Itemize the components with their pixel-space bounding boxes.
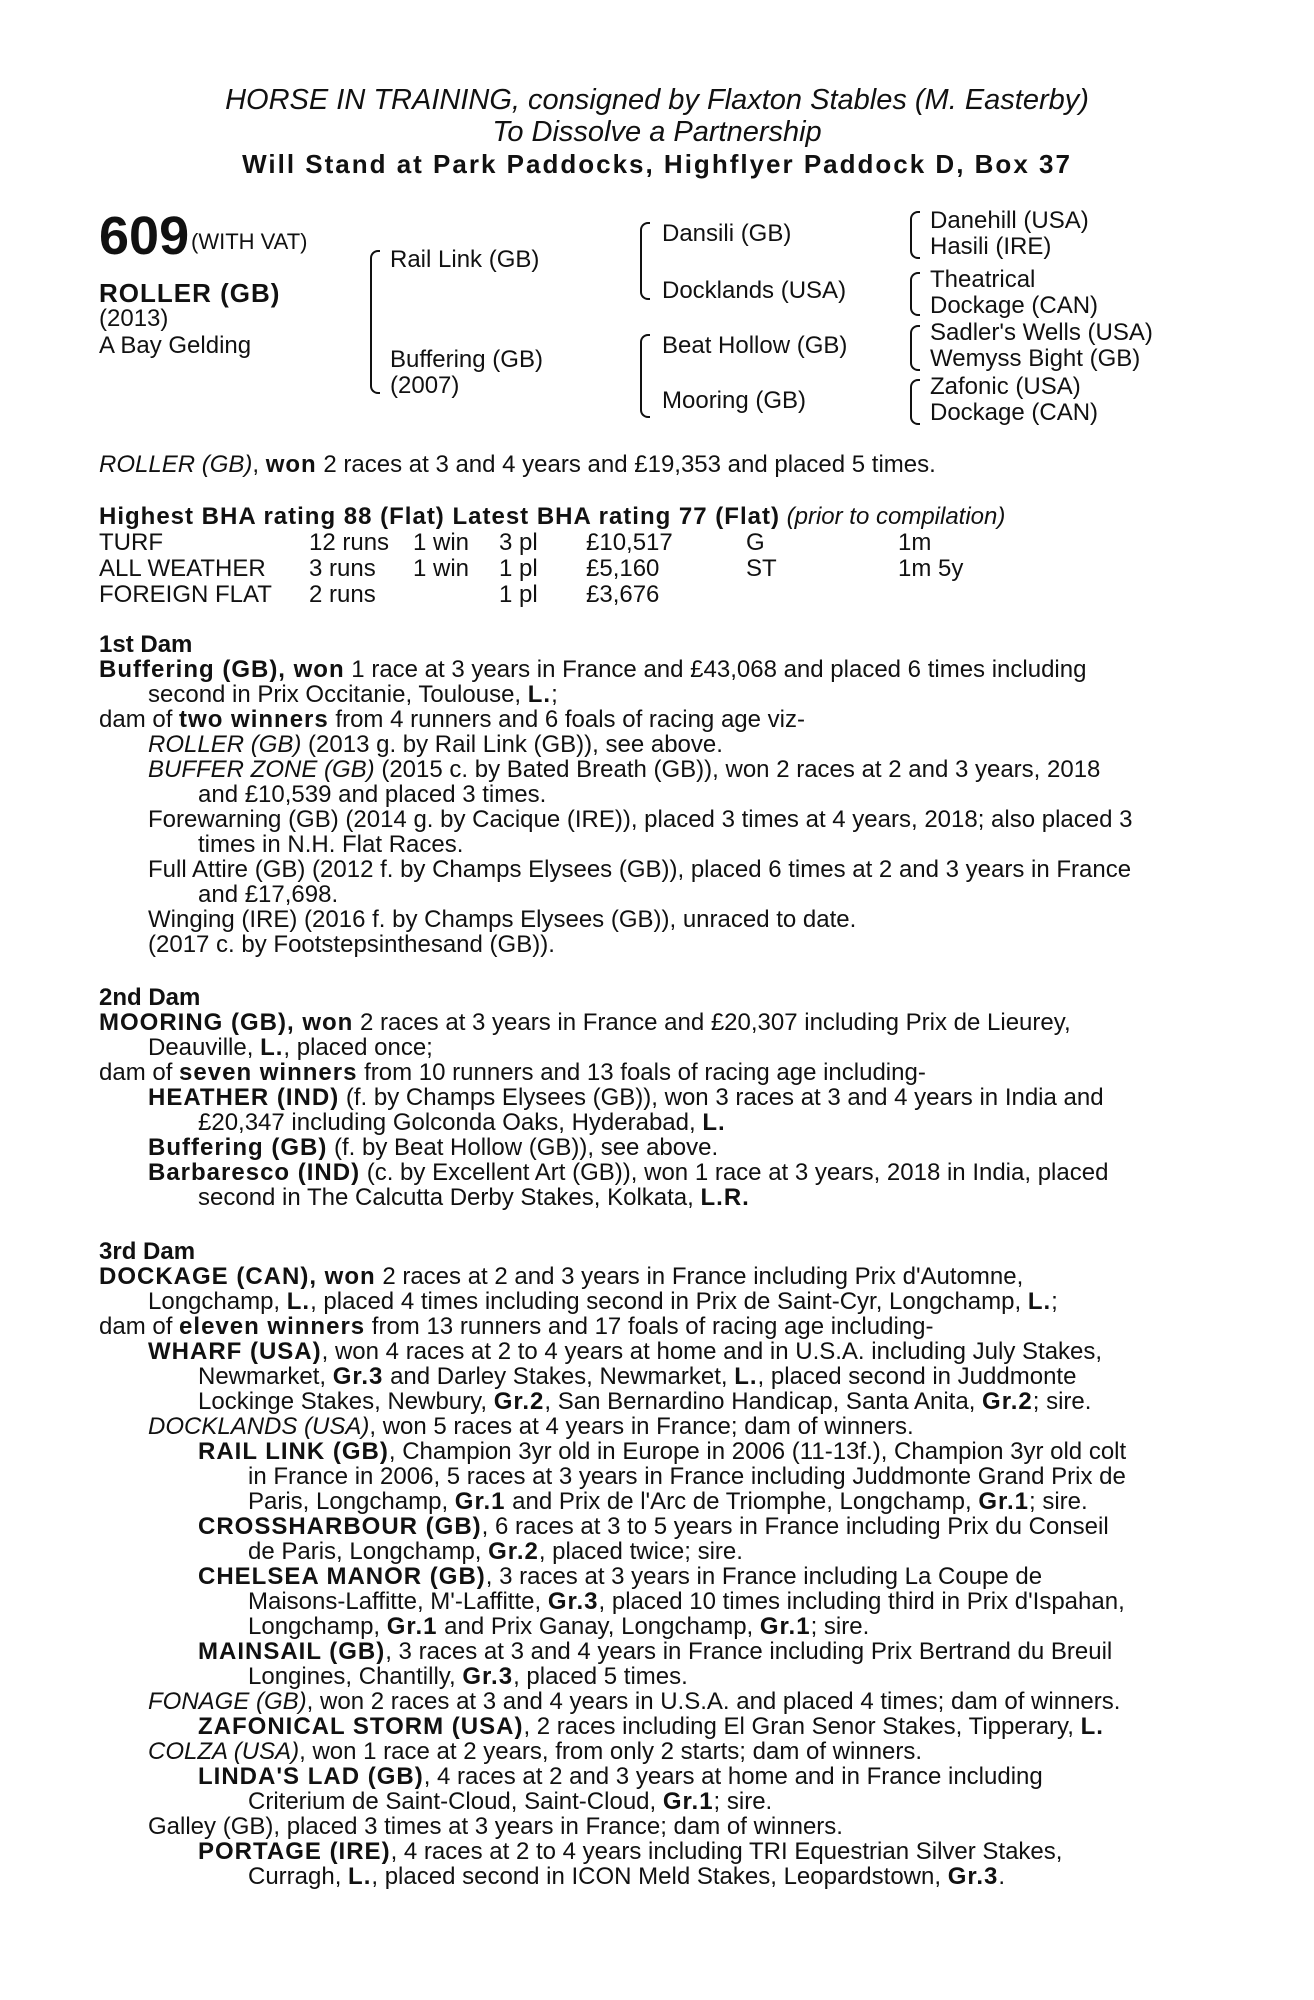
second-dam-heading: 2nd Dam <box>99 984 201 1011</box>
second-dam-text: , placed once; <box>283 1034 433 1061</box>
progeny-name: BUFFER ZONE (GB) <box>148 756 375 783</box>
race-grade: Gr.1 <box>662 1788 714 1815</box>
row-surface: FOREIGN FLAT <box>99 581 272 608</box>
progeny-text: second in The Calcutta Derby Stakes, Kolkata, <box>198 1184 701 1211</box>
summary-text: 2 races at 3 and 4 years and £19,353 and placed 5 times. <box>316 451 936 478</box>
progeny-name: ROLLER (GB) <box>148 731 302 758</box>
first-dam-text: second in Prix Occitanie, Toulouse, <box>148 681 528 708</box>
grand-progeny-entry <box>248 1539 743 1565</box>
progeny-name: RAIL LINK (GB) <box>198 1438 389 1465</box>
second-dam-name: MOORING (GB), won <box>99 1009 354 1036</box>
progeny-name: PORTAGE (IRE) <box>198 1838 391 1865</box>
race-grade: Gr.3 <box>547 1588 599 1615</box>
progeny-entry <box>148 1135 718 1161</box>
row-surface: TURF <box>99 529 163 556</box>
progeny-text: (2013 g. by Rail Link (GB)), see above. <box>301 731 723 758</box>
third-dam-text: dam of <box>99 1313 180 1340</box>
progeny-text: , San Bernardino Handicap, Santa Anita, <box>544 1388 983 1415</box>
first-dam-line <box>99 657 1086 683</box>
progeny-text: , 4 races at 2 and 3 years at home and in France including <box>423 1763 1043 1790</box>
progeny-name: WHARF (USA) <box>148 1338 322 1365</box>
winners-count: seven winners <box>179 1059 358 1086</box>
third-dam-text: 2 races at 2 and 3 years in France including Prix d'Automne, <box>375 1263 1024 1290</box>
pedigree-granddam-4: Dockage (CAN) <box>930 399 1099 426</box>
second-dam-text: 2 races at 3 years in France and £20,307 including Prix de Lieurey, <box>353 1009 1071 1036</box>
header-reason: To Dissolve a Partnership <box>492 116 822 148</box>
ratings-note: (prior to compilation) <box>786 503 1006 530</box>
first-dam-line <box>148 682 558 708</box>
first-dam-text: from 4 runners and 6 foals of racing age viz- <box>328 706 805 733</box>
grand-progeny-entry <box>248 1664 688 1690</box>
summary-won: won <box>265 451 317 478</box>
third-dam-line <box>148 1289 1058 1315</box>
progeny-entry <box>198 1364 1076 1390</box>
first-dam-text: 1 race at 3 years in France and £43,068 and placed 6 times including <box>344 656 1087 683</box>
pedigree-dam-sire: Beat Hollow (GB) <box>662 332 848 359</box>
progeny-entry <box>148 1689 1120 1715</box>
progeny-text: ; sire. <box>1032 1388 1092 1415</box>
progeny-text: Maisons-Laffitte, M'-Laffitte, <box>248 1588 548 1615</box>
pedigree-brace <box>640 334 650 418</box>
progeny-text: , 4 races at 2 to 4 years including TRI Equestrian Silver Stakes, <box>390 1838 1063 1865</box>
progeny-text: Longines, Chantilly, <box>248 1663 463 1690</box>
ratings-title: Highest BHA rating 88 (Flat) Latest BHA rating 77 (Flat) <box>99 503 780 530</box>
pedigree-grandsire-4: Zafonic (USA) <box>930 373 1081 400</box>
progeny-entry <box>148 1160 1108 1186</box>
row-distance: 1m <box>898 529 932 556</box>
progeny-name: ZAFONICAL STORM (USA) <box>198 1713 524 1740</box>
progeny-text: , placed 10 times including third in Prix d'Ispahan, <box>598 1588 1125 1615</box>
first-dam-text: dam of <box>99 706 180 733</box>
race-grade: L. <box>260 1034 284 1061</box>
progeny-text: Longchamp, <box>248 1613 387 1640</box>
horse-year: (2013) <box>99 305 169 332</box>
progeny-text: , 2 races including El Gran Senor Stakes, Tipperary, <box>523 1713 1081 1740</box>
race-grade: Gr.1 <box>978 1488 1030 1515</box>
pedigree-grandsire-3: Sadler's Wells (USA) <box>930 319 1153 346</box>
race-grade: L. <box>348 1863 372 1890</box>
header-consignor: HORSE IN TRAINING, consigned by Flaxton Stables (M. Easterby) <box>225 84 1089 116</box>
pedigree-sire-sire: Dansili (GB) <box>662 220 792 247</box>
progeny-text: , Champion 3yr old in Europe in 2006 (11-13f.), Champion 3yr old colt <box>388 1438 1127 1465</box>
progeny-text: (f. by Beat Hollow (GB)), see above. <box>327 1134 719 1161</box>
progeny-name: Buffering (GB) <box>148 1134 328 1161</box>
third-dam-line <box>99 1314 933 1340</box>
progeny-entry: times in N.H. Flat Races. <box>198 831 464 858</box>
row-surface: ALL WEATHER <box>99 555 266 582</box>
third-dam-text: Longchamp, <box>148 1288 287 1315</box>
progeny-name: Barbaresco (IND) <box>148 1159 361 1186</box>
progeny-text: (c. by Excellent Art (GB)), won 1 race at 3 years, 2018 in India, placed <box>360 1159 1109 1186</box>
grand-progeny-entry <box>198 1439 1126 1465</box>
grand-progeny-entry <box>198 1839 1062 1865</box>
horse-name: ROLLER (GB) <box>99 278 281 308</box>
progeny-text: , 6 races at 3 to 5 years in France including Prix du Conseil <box>481 1513 1109 1540</box>
third-dam-heading: 3rd Dam <box>99 1238 196 1265</box>
second-dam-line <box>99 1010 1071 1036</box>
progeny-name: CHELSEA MANOR (GB) <box>198 1563 486 1590</box>
lot-vat: (WITH VAT) <box>191 229 308 254</box>
progeny-text: . <box>998 1863 1006 1890</box>
grand-progeny-entry <box>248 1789 772 1815</box>
progeny-name: FONAGE (GB) <box>148 1688 307 1715</box>
progeny-entry: Winging (IRE) (2016 f. by Champs Elysees (GB)), unraced to date. <box>148 906 857 933</box>
row-distance: 1m 5y <box>898 555 964 582</box>
row-placed: 3 pl <box>499 529 538 556</box>
grand-progeny-entry <box>248 1489 1088 1515</box>
progeny-text: ; sire. <box>810 1613 870 1640</box>
progeny-name: CROSSHARBOUR (GB) <box>198 1513 482 1540</box>
progeny-text: Lockinge Stakes, Newbury, <box>198 1388 494 1415</box>
progeny-text: , won 1 race at 2 years, from only 2 starts; dam of winners. <box>299 1738 923 1765</box>
first-dam-text: ; <box>551 681 558 708</box>
progeny-name: COLZA (USA) <box>148 1738 300 1765</box>
row-runs: 3 runs <box>309 555 376 582</box>
pedigree-granddam-1: Hasili (IRE) <box>930 233 1052 260</box>
pedigree-brace <box>910 379 920 425</box>
row-prize-money: £3,676 <box>586 581 660 608</box>
progeny-entry <box>148 1085 1104 1111</box>
progeny-text: ; sire. <box>1029 1488 1088 1515</box>
pedigree-dam-year: (2007) <box>390 372 460 399</box>
race-grade: L. <box>734 1363 758 1390</box>
progeny-entry: Galley (GB), placed 3 times at 3 years in France; dam of winners. <box>148 1813 843 1840</box>
progeny-entry <box>198 1110 726 1136</box>
second-dam-line <box>148 1035 433 1061</box>
grand-progeny-entry <box>198 1514 1109 1540</box>
progeny-entry <box>148 1414 914 1440</box>
progeny-entry <box>148 1739 922 1765</box>
race-grade: Gr.1 <box>759 1613 811 1640</box>
row-wins: 1 win <box>413 529 470 556</box>
progeny-text: , placed second in ICON Meld Stakes, Leopardstown, <box>371 1863 948 1890</box>
second-dam-text: Deauville, <box>148 1034 261 1061</box>
race-grade: Gr.3 <box>462 1663 514 1690</box>
third-dam-name: DOCKAGE (CAN), won <box>99 1263 376 1290</box>
race-grade: L.R. <box>700 1184 750 1211</box>
third-dam-text: , placed 4 times including second in Prix de Saint-Cyr, Longchamp, <box>310 1288 1028 1315</box>
pedigree-brace <box>640 222 650 300</box>
grand-progeny-entry <box>248 1614 869 1640</box>
progeny-text: Newmarket, <box>198 1363 333 1390</box>
pedigree-brace <box>370 250 380 394</box>
summary-name: ROLLER (GB) <box>99 451 253 478</box>
progeny-name: MAINSAIL (GB) <box>198 1638 386 1665</box>
progeny-text: , placed 5 times. <box>513 1663 688 1690</box>
race-grade: Gr.2 <box>488 1538 539 1565</box>
row-placed: 1 pl <box>499 555 538 582</box>
grand-progeny-entry <box>198 1714 1104 1740</box>
progeny-entry <box>148 732 723 758</box>
row-going: G <box>746 529 765 556</box>
progeny-name: LINDA'S LAD (GB) <box>198 1763 424 1790</box>
pedigree-brace <box>910 272 920 316</box>
progeny-text: £20,347 including Golconda Oaks, Hyderabad, <box>198 1109 703 1136</box>
progeny-text: (2015 c. by Bated Breath (GB)), won 2 races at 2 and 3 years, 2018 <box>374 756 1101 783</box>
pedigree-dam: Buffering (GB) <box>390 346 543 373</box>
progeny-entry: Forewarning (GB) (2014 g. by Cacique (IRE)), placed 3 times at 4 years, 2018; also placed 3 <box>148 806 1133 833</box>
pedigree-brace <box>910 325 920 371</box>
progeny-text: , won 5 races at 4 years in France; dam of winners. <box>369 1413 914 1440</box>
progeny-text: , won 4 races at 2 to 4 years at home and in U.S.A. including July Stakes, <box>321 1338 1103 1365</box>
progeny-text: (f. by Champs Elysees (GB)), won 3 races at 3 and 4 years in India and <box>339 1084 1104 1111</box>
race-summary: ROLLER (GB), won 2 races at 3 and 4 years and £19,353 and placed 5 times. <box>99 451 936 478</box>
progeny-text: , placed second in Juddmonte <box>757 1363 1077 1390</box>
pedigree-grandsire-1: Danehill (USA) <box>930 207 1089 234</box>
pedigree-granddam-2: Dockage (CAN) <box>930 292 1099 319</box>
progeny-entry <box>198 1185 750 1211</box>
race-grade: Gr.1 <box>454 1488 506 1515</box>
progeny-text: and Prix de l'Arc de Triomphe, Longchamp, <box>505 1488 979 1515</box>
progeny-text: , 3 races at 3 and 4 years in France including Prix Bertrand du Breuil <box>385 1638 1113 1665</box>
row-going: ST <box>746 555 777 582</box>
progeny-text: ; sire. <box>713 1788 773 1815</box>
third-dam-line <box>99 1264 1023 1290</box>
race-grade: Gr.2 <box>493 1388 545 1415</box>
row-runs: 12 runs <box>309 529 390 556</box>
pedigree-brace <box>910 211 920 259</box>
pedigree-dam-dam: Mooring (GB) <box>662 387 807 414</box>
pedigree-granddam-3: Wemyss Bight (GB) <box>930 345 1141 372</box>
race-grade: L. <box>286 1288 311 1315</box>
winners-count: eleven winners <box>179 1313 366 1340</box>
progeny-text: Curragh, <box>248 1863 349 1890</box>
progeny-entry: Full Attire (GB) (2012 f. by Champs Elysees (GB)), placed 6 times at 2 and 3 years in France <box>148 856 1132 883</box>
header-location: Will Stand at Park Paddocks, Highflyer Paddock D, Box 37 <box>242 149 1072 179</box>
progeny-entry <box>148 757 1100 783</box>
pedigree-sire: Rail Link (GB) <box>390 246 540 273</box>
grand-progeny-entry <box>248 1864 1005 1890</box>
progeny-text: Criterium de Saint-Cloud, Saint-Cloud, <box>248 1788 663 1815</box>
race-grade: L. <box>527 681 552 708</box>
race-grade: Gr.2 <box>982 1388 1033 1415</box>
progeny-entry: (2017 c. by Footstepsinthesand (GB)). <box>148 931 555 958</box>
progeny-entry <box>148 1339 1102 1365</box>
race-grade: L. <box>702 1109 726 1136</box>
ratings-heading <box>99 504 1005 530</box>
second-dam-text: from 10 runners and 13 foals of racing age including- <box>357 1059 926 1086</box>
progeny-text: de Paris, Longchamp, <box>248 1538 489 1565</box>
pedigree-sire-dam: Docklands (USA) <box>662 277 847 304</box>
horse-description: A Bay Gelding <box>99 332 252 359</box>
row-prize-money: £5,160 <box>586 555 660 582</box>
winners-count: two winners <box>179 706 329 733</box>
grand-progeny-entry <box>248 1589 1125 1615</box>
progeny-text: and Prix Ganay, Longchamp, <box>437 1613 760 1640</box>
third-dam-text: ; <box>1051 1288 1058 1315</box>
progeny-entry: and £17,698. <box>198 881 339 908</box>
grand-progeny-entry: in France in 2006, 5 races at 3 years in France including Juddmonte Grand Prix de <box>248 1463 1126 1490</box>
first-dam-name: Buffering (GB), won <box>99 656 345 683</box>
second-dam-line <box>99 1060 926 1086</box>
row-runs: 2 runs <box>309 581 376 608</box>
progeny-text: , won 2 races at 3 and 4 years in U.S.A. and placed 4 times; dam of winners. <box>306 1688 1121 1715</box>
progeny-text: Paris, Longchamp, <box>248 1488 455 1515</box>
progeny-text: , placed twice; sire. <box>538 1538 743 1565</box>
first-dam-heading: 1st Dam <box>99 631 193 658</box>
third-dam-text: from 13 runners and 17 foals of racing age including- <box>365 1313 934 1340</box>
grand-progeny-entry <box>198 1564 1042 1590</box>
row-prize-money: £10,517 <box>586 529 673 556</box>
lot-number: 609 <box>99 206 190 266</box>
race-grade: L. <box>1027 1288 1052 1315</box>
pedigree-grandsire-2: Theatrical <box>930 266 1036 293</box>
progeny-text: , 3 races at 3 years in France including La Coupe de <box>485 1563 1043 1590</box>
progeny-entry: and £10,539 and placed 3 times. <box>198 781 547 808</box>
progeny-name: DOCKLANDS (USA) <box>148 1413 370 1440</box>
first-dam-line <box>99 707 805 733</box>
progeny-text: and Darley Stakes, Newmarket, <box>383 1363 735 1390</box>
progeny-entry <box>198 1389 1091 1415</box>
race-grade: Gr.3 <box>947 1863 999 1890</box>
grand-progeny-entry <box>198 1764 1043 1790</box>
progeny-name: HEATHER (IND) <box>148 1084 340 1111</box>
race-grade: Gr.3 <box>332 1363 384 1390</box>
race-grade: L. <box>1080 1713 1104 1740</box>
row-wins: 1 win <box>413 555 470 582</box>
race-grade: Gr.1 <box>386 1613 438 1640</box>
grand-progeny-entry <box>198 1639 1112 1665</box>
row-placed: 1 pl <box>499 581 538 608</box>
second-dam-text: dam of <box>99 1059 180 1086</box>
